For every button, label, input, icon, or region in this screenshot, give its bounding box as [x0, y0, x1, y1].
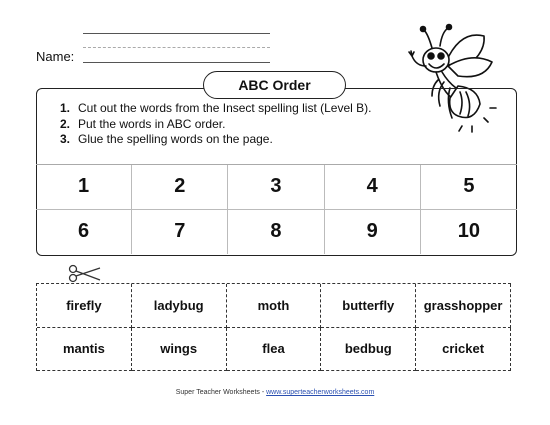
- answer-box[interactable]: 4: [325, 165, 421, 210]
- name-line[interactable]: [83, 62, 270, 63]
- page-title: ABC Order: [203, 71, 346, 99]
- answer-box[interactable]: 7: [132, 210, 228, 255]
- word-card[interactable]: flea: [227, 328, 322, 372]
- word-card[interactable]: cricket: [416, 328, 511, 372]
- name-line-dashed: [83, 47, 270, 48]
- instruction-list: [60, 101, 371, 148]
- instruction-item: [60, 101, 371, 117]
- word-card[interactable]: mantis: [37, 328, 132, 372]
- name-label: Name:: [36, 49, 75, 64]
- instruction-text: Put the words in ABC order.: [78, 116, 226, 131]
- answer-box[interactable]: 2: [132, 165, 228, 210]
- instruction-number: 1.: [60, 101, 71, 115]
- word-card[interactable]: wings: [132, 328, 227, 372]
- footer-link[interactable]: www.superteacherworksheets.com: [266, 389, 375, 396]
- answer-box[interactable]: 3: [228, 165, 324, 210]
- instruction-text: Cut out the words from the Insect spelling list (Level B).: [78, 101, 372, 115]
- answer-box[interactable]: 6: [36, 210, 132, 255]
- answer-box[interactable]: 9: [325, 210, 421, 255]
- name-line-top: [83, 33, 270, 34]
- footer-text: Super Teacher Worksheets -: [175, 389, 267, 396]
- instruction-number: 2.: [60, 116, 71, 131]
- instruction-item: [60, 117, 371, 133]
- instruction-item: [60, 132, 371, 148]
- word-card[interactable]: bedbug: [321, 328, 416, 372]
- cutout-word-grid: [36, 283, 511, 371]
- word-card[interactable]: grasshopper: [416, 284, 511, 328]
- word-card[interactable]: moth: [227, 284, 322, 328]
- word-card[interactable]: ladybug: [132, 284, 227, 328]
- answer-grid: [36, 164, 517, 254]
- footer: [0, 389, 550, 396]
- scissors-icon: [66, 264, 106, 284]
- answer-box[interactable]: 10: [457, 220, 481, 243]
- answer-box[interactable]: 1: [36, 165, 132, 210]
- instruction-number: 3.: [60, 132, 71, 146]
- instruction-text: Glue the spelling words on the page.: [78, 132, 273, 146]
- word-card[interactable]: butterfly: [321, 284, 416, 328]
- word-card[interactable]: firefly: [37, 284, 132, 328]
- answer-box[interactable]: 5: [421, 165, 517, 210]
- answer-box[interactable]: 8: [228, 210, 324, 255]
